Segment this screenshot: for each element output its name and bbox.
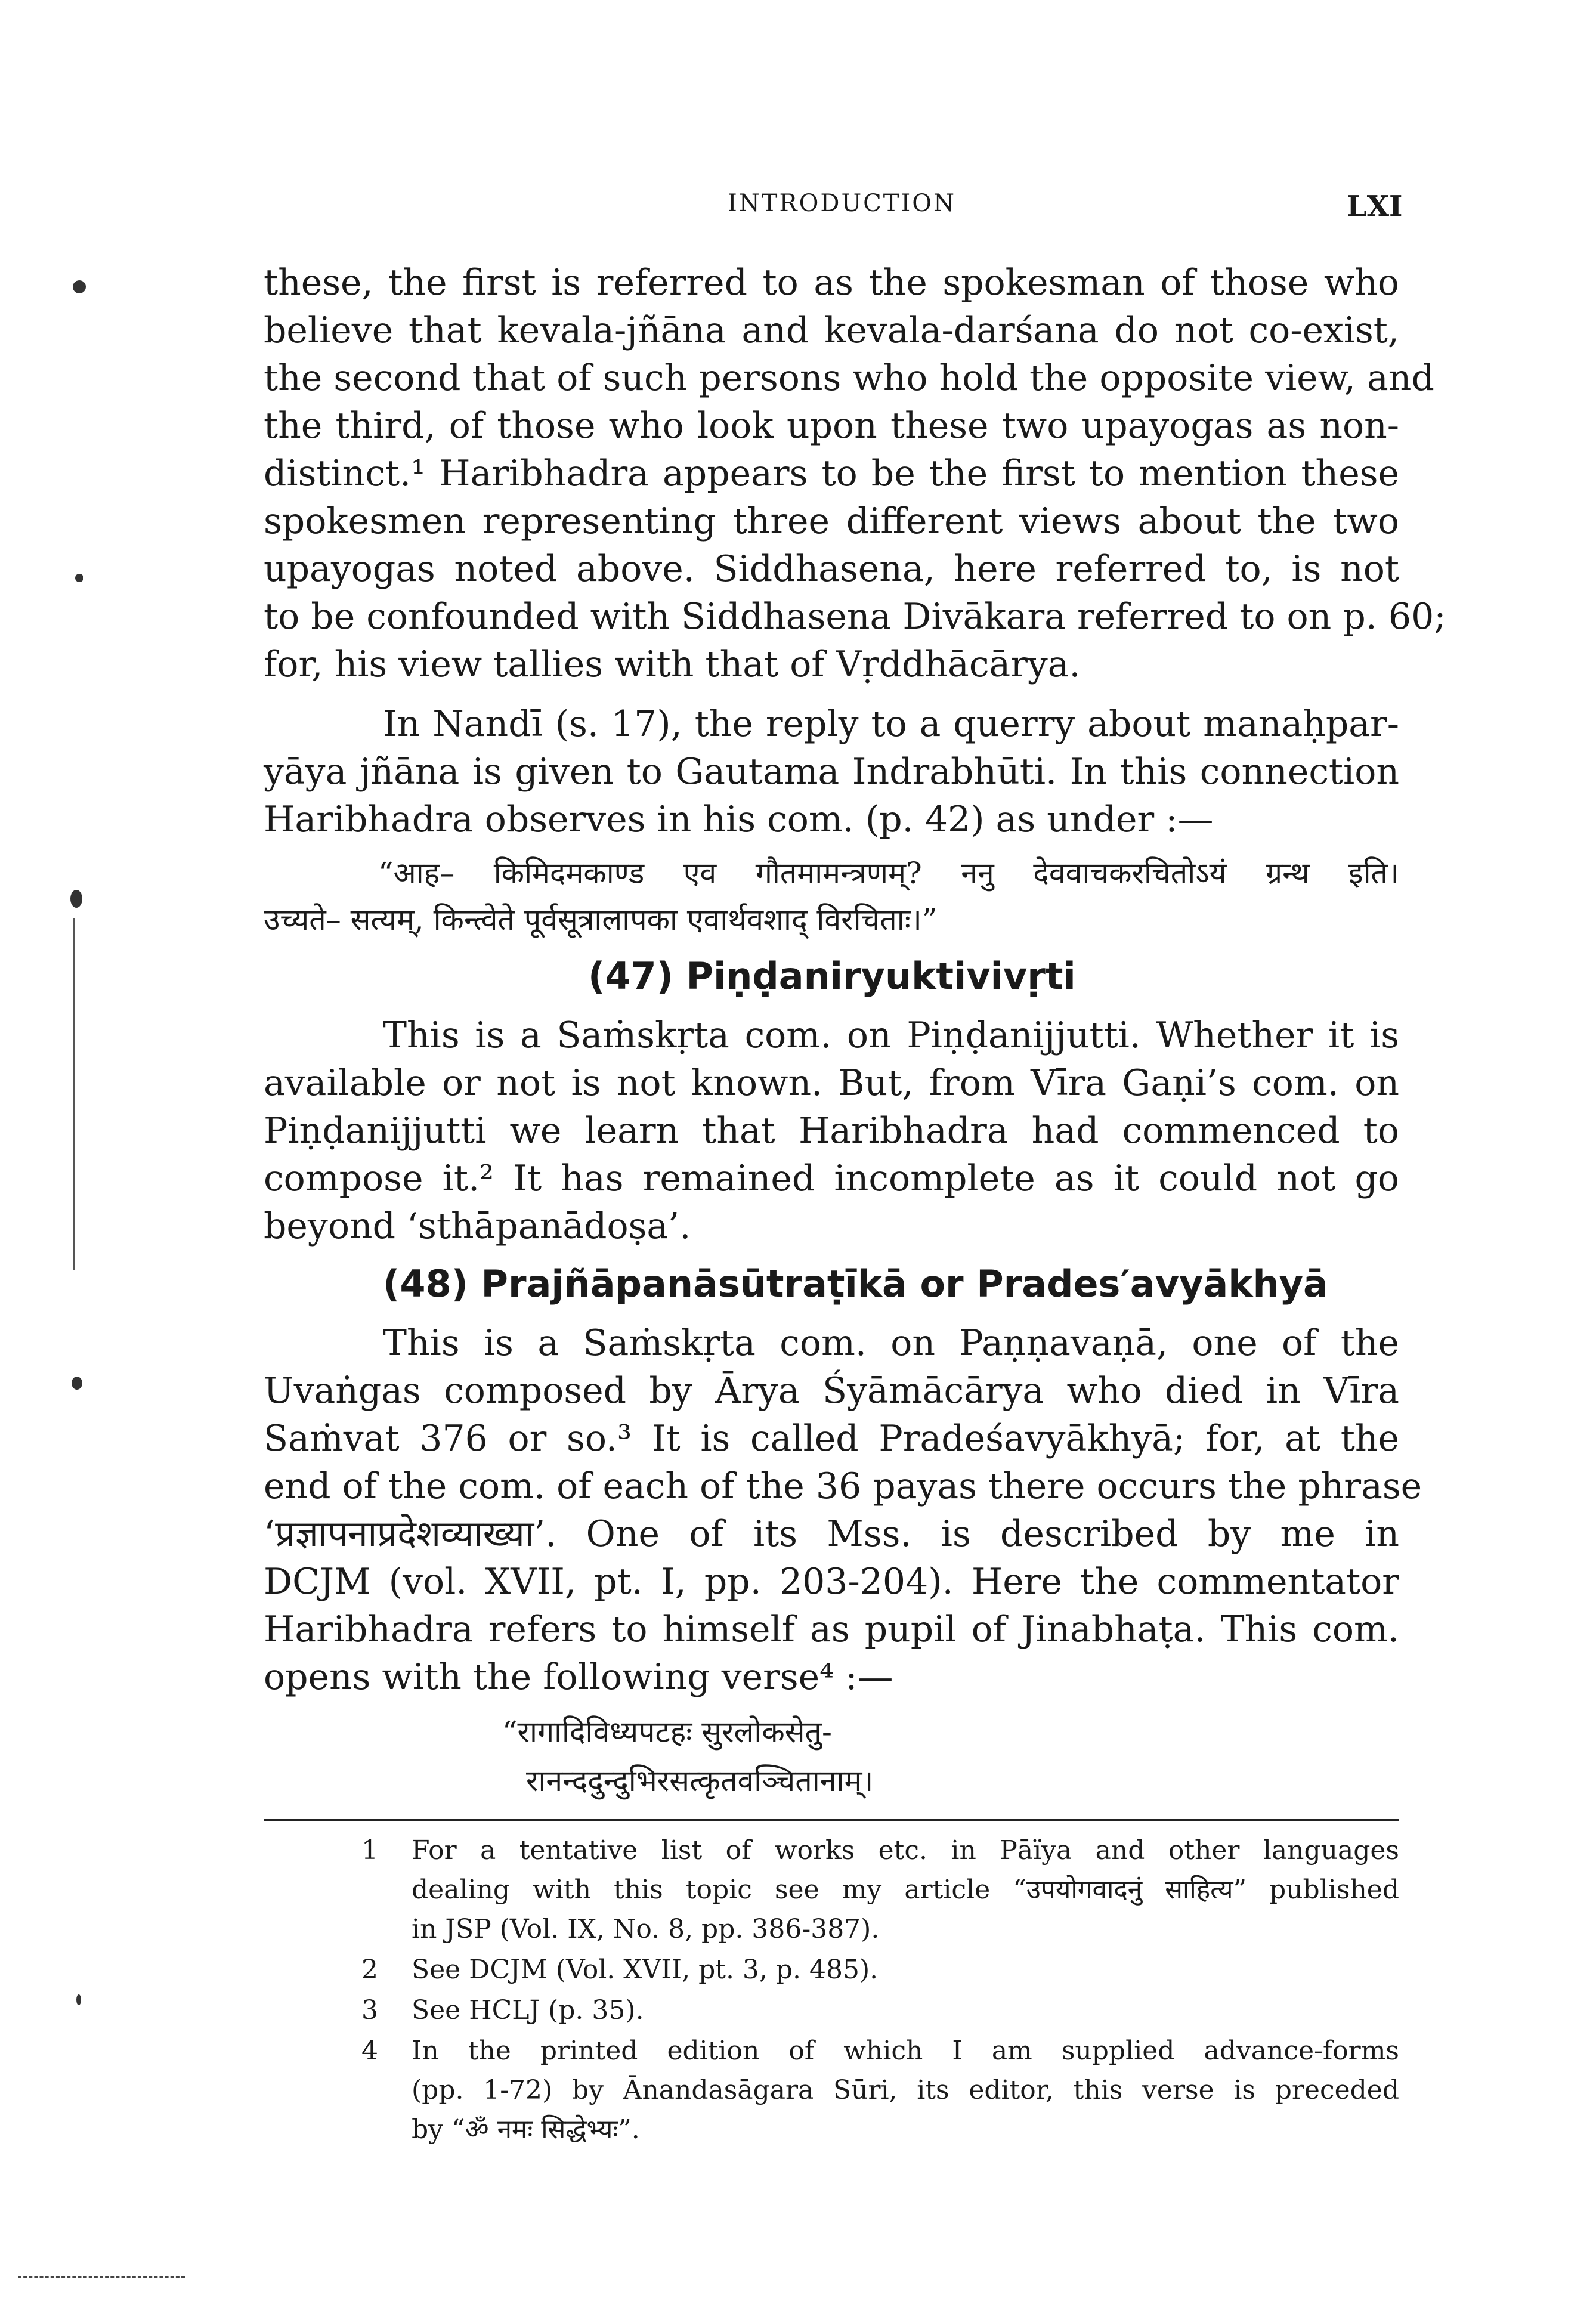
running-header-title: INTRODUCTION [728,190,957,217]
margin-mark [73,280,86,293]
footnote-line: dealing with this topic see my article “उपयोगवादनुं साहित्य” published [412,1875,1399,1905]
text-line: the second that of such persons who hold the opposite view, and [264,357,1434,399]
footnote-line: See DCJM (Vol. XVII, pt. 3, p. 485). [412,1954,879,1985]
footnote-number: 2 [361,1954,378,1985]
text-line: spokesmen representing three different views about the two [264,500,1399,542]
margin-mark [75,574,83,582]
section-heading-48: (48) Prajñāpanāsūtraṭīkā or Prades′avyākhyā [383,1262,1328,1306]
margin-mark [72,1377,82,1390]
text-line: the third, of those who look upon these two upayogas as non- [264,405,1399,447]
text-line: Haribhadra observes in his com. (p. 42) as under :— [264,799,1214,840]
page-number: LXI [1347,190,1403,223]
section-heading-47: (47) Piṇḍaniryuktivivṛti [588,954,1076,998]
text-line: for, his view tallies with that of Vṛddhācārya. [264,644,1081,685]
scan-edge-mark [18,2276,185,2278]
text-line: ‘प्रज्ञापनाप्रदेशव्याख्या’. One of its Mss. is described by me in [264,1513,1399,1555]
text-line: available or not is not known. But, from Vīra Gaṇi’s com. on [264,1062,1399,1104]
text-line: upayogas noted above. Siddhasena, here referred to, is not [264,548,1399,590]
text-line: Haribhadra refers to himself as pupil of Jinabhaṭa. This com. [264,1609,1399,1650]
text-line: opens with the following verse⁴ :— [264,1656,893,1698]
footnote-number: 1 [361,1835,378,1866]
margin-mark [76,1994,81,2005]
margin-mark [70,890,82,908]
text-line: these, the first is referred to as the spokesman of those who [264,262,1399,304]
text-line: “रागादिविध्यपटहः सुरलोकसेतु- [502,1715,832,1749]
footnote-line: (pp. 1-72) by Ānandasāgara Sūri, its editor, this verse is preceded [412,2075,1399,2105]
footnote-number: 3 [361,1995,378,2025]
footnote-line: For a tentative list of works etc. in Pāïya and other languages [412,1835,1399,1866]
text-line: distinct.¹ Haribhadra appears to be the first to mention these [264,453,1399,494]
text-line: beyond ‘sthāpanādoṣa’. [264,1205,691,1247]
text-line: Saṁvat 376 or so.³ It is called Pradeśavyākhyā; for, at the [264,1418,1399,1459]
text-line: end of the com. of each of the 36 payas there occurs the phrase [264,1465,1422,1507]
text-line: In Nandī (s. 17), the reply to a querry about manaḥpar- [383,703,1399,745]
footnote-number: 4 [361,2036,378,2066]
text-line: उच्यते– सत्यम्, किन्त्वेते पूर्वसूत्रालापका एवार्थवशाद् विरचिताः।” [264,902,938,937]
text-line: to be confounded with Siddhasena Divākara referred to on p. 60; [264,596,1446,638]
text-line: रानन्ददुन्दुभिरसत्कृतवञ्चितानाम्। [526,1764,874,1798]
margin-rule [73,918,75,1270]
text-line: This is a Saṁskṛta com. on Paṇṇavaṇā, one of the [383,1322,1399,1364]
text-line: compose it.² It has remained incomplete as it could not go [264,1158,1399,1199]
text-line: Piṇḍanijjutti we learn that Haribhadra had commenced to [264,1110,1399,1152]
footnote-line: by “ॐ नमः सिद्धेभ्यः”. [412,2114,640,2145]
text-line: believe that kevala-jñāna and kevala-darśana do not co-exist, [264,310,1399,351]
footnote-line: in JSP (Vol. IX, No. 8, pp. 386-387). [412,1914,880,1944]
text-line: DCJM (vol. XVII, pt. I, pp. 203-204). Here the commentator [264,1561,1399,1603]
text-line: “आह– किमिदमकाण्ड एव गौतमामन्त्रणम्? ननु देववाचकरचितोऽयं ग्रन्थ इति। [378,856,1399,890]
text-line: yāya jñāna is given to Gautama Indrabhūti. In this connection [264,751,1399,793]
text-line: This is a Saṁskṛta com. on Piṇḍanijjutti. Whether it is [383,1015,1399,1056]
footnote-separator [264,1819,1399,1821]
text-line: Uvaṅgas composed by Ārya Śyāmācārya who died in Vīra [264,1370,1399,1412]
footnote-line: In the printed edition of which I am supplied advance-forms [412,2036,1399,2066]
footnote-line: See HCLJ (p. 35). [412,1995,644,2025]
